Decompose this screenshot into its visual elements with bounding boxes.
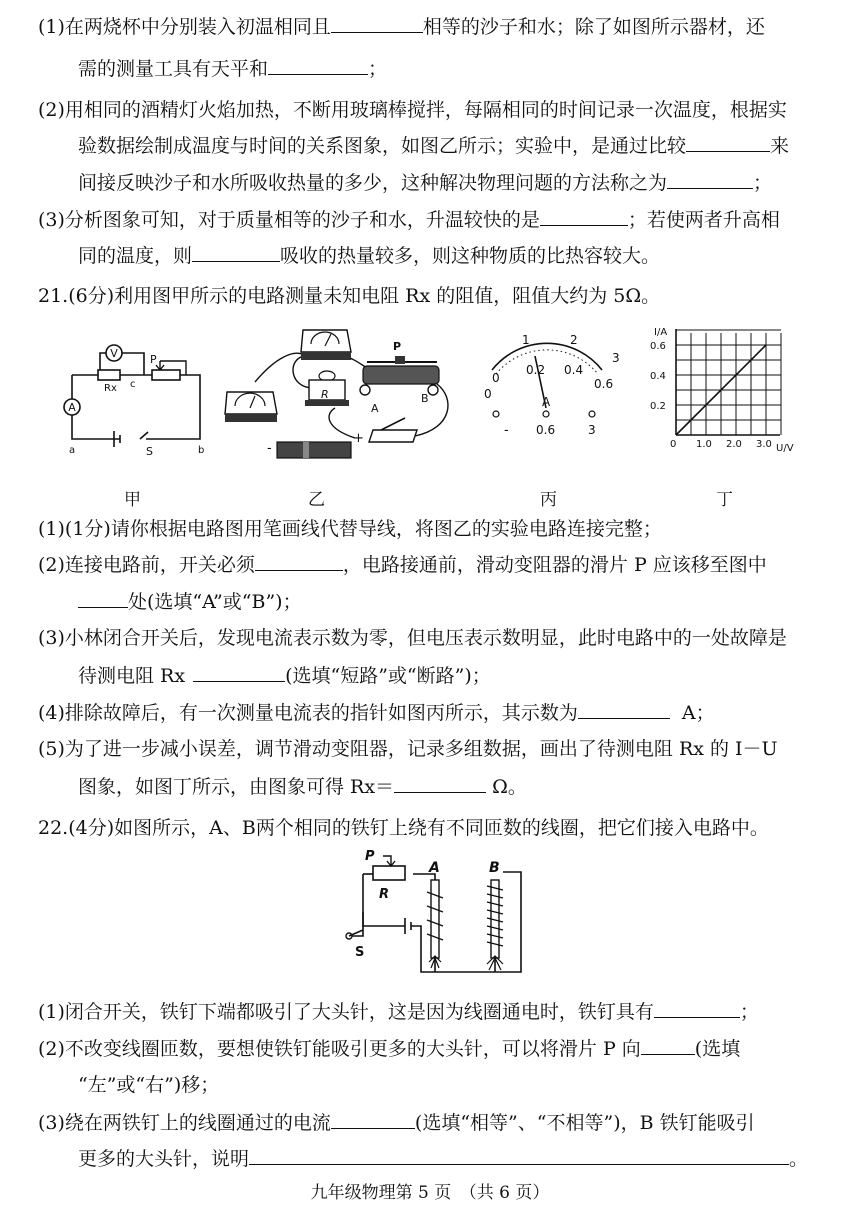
q21-line-8 [78, 774, 527, 799]
battery-device [277, 442, 351, 458]
q22-line-1 [38, 999, 759, 1024]
q21-line-4 [38, 626, 787, 650]
q22-part3-text-a: (3)绕在两铁钉上的线圈通过的电流 [38, 1112, 331, 1134]
q21-part4-text-a: (4)排除故障后，有一次测量电流表的指针如图丙所示，其示数为 [38, 702, 578, 724]
yi-r-label: R [321, 388, 329, 401]
q22-blank-4[interactable] [249, 1146, 789, 1165]
caption-jia: 甲 [124, 490, 141, 510]
q20-part2-text-a: (2)用相同的酒精灯火焰加热，不断用玻璃棒搅拌，每隔相同的时间记录一次温度，根据实 [38, 99, 787, 121]
q20-blank-5[interactable] [540, 207, 628, 226]
q22-line-4 [38, 1110, 755, 1135]
voltmeter-label: V [110, 347, 118, 360]
q21-line-6 [38, 700, 715, 725]
q20-blank-2[interactable] [268, 56, 368, 75]
resistor-rx-symbol [98, 370, 120, 380]
dial-top-0: 0 [492, 371, 500, 385]
q22-blank-1[interactable] [654, 999, 740, 1018]
q20-blank-1[interactable] [331, 14, 423, 33]
q22-part3-text-b: (选填“相等”、“不相等”)，B 铁钉能吸引 [414, 1112, 755, 1134]
dial-bottom-0: 0 [484, 387, 492, 401]
rx-label: Rx [104, 383, 117, 394]
switch-s-label: S [146, 445, 153, 458]
voltmeter-device [301, 330, 351, 360]
q20-part2-text-d: 间接反映沙子和水所吸收热量的多少，这种解决物理问题的方法称之为 [78, 172, 668, 194]
point-b-label: b [198, 445, 205, 456]
q22-part1-text-b: ； [739, 1001, 759, 1023]
q22-part2-text-a: (2)不改变线圈匝数，要想使铁钉能吸引更多的大头针，可以将滑片 P 向 [38, 1038, 641, 1060]
q20-line-4 [78, 133, 789, 158]
dial-arc [492, 343, 602, 370]
q21-blank-4[interactable] [578, 700, 670, 719]
yi-p-label: P [393, 340, 402, 353]
dial-bottom-02: 0.2 [526, 363, 546, 377]
q21-part2-text-c: 处(选填“A”或“B”)； [128, 591, 302, 613]
point-a-label: a [69, 445, 76, 456]
q21-blank-5[interactable] [394, 774, 486, 793]
q22-blank-3[interactable] [331, 1110, 415, 1129]
dial-unit-a: A [542, 395, 551, 409]
yi-minus-label: - [267, 441, 272, 456]
q21-line-3 [78, 589, 302, 614]
figure-ding-iu-graph [640, 325, 800, 453]
q20-part2-text-c: 来 [770, 135, 790, 157]
q21-line-2 [38, 552, 767, 577]
yi-a-label: A [371, 402, 379, 415]
q20-part1-text-a: (1)在两烧杯中分别装入初温相同且 [38, 16, 331, 38]
q20-part3-text-a: (3)分析图象可知，对于质量相等的沙子和水，升温较快的是 [38, 209, 540, 231]
q22-a-label: A [429, 860, 440, 876]
figure-yi-apparatus [205, 318, 465, 466]
yi-b-label: B [421, 392, 429, 405]
dial-top-1: 1 [522, 333, 530, 347]
q21-part4-text-b: A； [681, 702, 715, 724]
nail-b [487, 880, 503, 970]
q20-blank-3[interactable] [686, 133, 770, 152]
q21-blank-1[interactable] [255, 552, 343, 571]
q22-part3-text-d: 。 [789, 1148, 809, 1170]
q20-line-3 [38, 98, 787, 122]
q21-part2-text-b: ，电路接通前，滑动变阻器的滑片 P 应该移至图中 [342, 554, 767, 576]
figure-q22-electromagnet-circuit [325, 849, 545, 982]
q21-part5-text-a: (5)为了进一步减小误差，调节滑动变阻器，记录多组数据，画出了待测电阻 Rx 的 I－U [38, 738, 778, 760]
q21-part3-text-b: 待测电阻 Rx [78, 665, 186, 687]
q21-part5-text-b: 图象，如图丁所示，由图象可得 Rx＝ [78, 776, 395, 798]
q22-part3-text-c: 更多的大头针，说明 [78, 1148, 250, 1170]
terminal-minus: - [504, 423, 509, 438]
rheostat-symbol [152, 370, 180, 380]
q20-line-6 [38, 207, 780, 232]
q20-line-7 [78, 243, 660, 268]
caption-bing: 丙 [540, 490, 557, 510]
q21-blank-3[interactable] [193, 663, 285, 682]
q20-part3-text-c: 同的温度，则 [78, 245, 193, 267]
q21-part3-text-a: (3)小林闭合开关后，发现电流表示数为零，但电压表示数明显，此时电路中的一处故障是 [38, 627, 787, 649]
q20-part3-text-b: ；若使两者升高相 [627, 209, 780, 231]
q22-line-2 [38, 1036, 740, 1061]
figure-bing-ammeter-dial [472, 322, 622, 440]
ammeter-device [225, 392, 277, 422]
graph-ytick-04: 0.4 [650, 371, 666, 382]
dial-bottom-04: 0.4 [564, 363, 584, 377]
q21-part1-text: (1)(1分)请你根据电路图用笔画线代替导线，将图乙的实验电路连接完整； [38, 518, 662, 540]
graph-xtick-1: 1.0 [696, 439, 712, 450]
q22-part1-text-a: (1)闭合开关，铁钉下端都吸引了大头针，这是因为线圈通电时，铁钉具有 [38, 1001, 654, 1023]
q21-line-7 [38, 737, 778, 761]
caption-ding: 丁 [716, 490, 733, 510]
q20-part1-text-d: ； [368, 58, 388, 80]
q22-s-label: S [355, 945, 365, 960]
graph-ytick-02: 0.2 [650, 401, 666, 412]
yi-plus-label: + [353, 431, 364, 446]
graph-xtick-2: 2.0 [726, 439, 742, 450]
q22-stem: 22.(4分)如图所示，A、B两个相同的铁钉上绕有不同匝数的线圈，把它们接入电路中。 [38, 817, 769, 839]
q21-stem: 21.(6分)利用图甲所示的电路测量未知电阻 Rx 的阻值，阻值大约为 5Ω。 [38, 285, 661, 307]
point-c-label: c [130, 379, 136, 390]
figure-jia-circuit [60, 335, 210, 458]
graph-xlabel: U/V [776, 443, 794, 454]
q22-blank-2[interactable] [641, 1036, 695, 1055]
graph-xtick-0: 0 [670, 439, 677, 450]
dial-top-3: 3 [612, 351, 620, 365]
q22-rheostat-symbol [373, 866, 405, 880]
ammeter-label: A [68, 401, 76, 414]
dial-bottom-06: 0.6 [594, 377, 614, 391]
graph-xtick-3: 3.0 [756, 439, 772, 450]
q20-part2-text-b: 验数据绘制成温度与时间的关系图象，如图乙所示；实验中，是通过比较 [78, 135, 687, 157]
caption-yi: 乙 [308, 490, 325, 510]
rheostat-device [360, 356, 439, 395]
switch-device [369, 418, 417, 442]
slider-p-label: P [150, 353, 157, 366]
q22-b-label: B [489, 860, 500, 876]
terminal-3: 3 [588, 423, 596, 437]
q20-line-5 [78, 170, 772, 195]
nail-a [427, 880, 443, 968]
q20-part3-text-d: 吸收的热量较多，则这种物质的比热容较大。 [280, 245, 661, 267]
q20-part1-text-c: 需的测量工具有天平和 [78, 58, 269, 80]
q20-line-2 [78, 56, 387, 81]
page-footer: 九年级物理第 5 页 （共 6 页） [310, 1183, 550, 1203]
graph-ytick-06: 0.6 [650, 341, 666, 352]
q22-part2-text-b: (选填 [694, 1038, 741, 1060]
q22-p-label: P [365, 849, 375, 864]
q21-part2-text-a: (2)连接电路前，开关必须 [38, 554, 255, 576]
q22-line-3 [78, 1073, 219, 1097]
q22-part2-text-c: “左”或“右”)移； [78, 1074, 220, 1096]
dial-top-2: 2 [570, 333, 578, 347]
q21-blank-2[interactable] [78, 589, 128, 608]
q22-line-5 [78, 1146, 808, 1171]
q20-part1-text-b: 相等的沙子和水；除了如图所示器材，还 [422, 16, 765, 38]
q21-line-5 [78, 663, 491, 688]
q21-part5-text-c: Ω。 [492, 776, 527, 798]
q21-line-1 [38, 517, 662, 541]
terminal-06: 0.6 [536, 423, 556, 437]
q20-line-1 [38, 14, 765, 39]
q20-part2-text-e: ； [753, 172, 773, 194]
q22-r-label: R [379, 887, 390, 902]
q20-blank-4[interactable] [667, 170, 753, 189]
q21-part3-text-c: (选填“短路”或“断路”)； [285, 665, 491, 687]
q20-blank-6[interactable] [192, 243, 280, 262]
graph-ylabel: I/A [654, 327, 668, 338]
